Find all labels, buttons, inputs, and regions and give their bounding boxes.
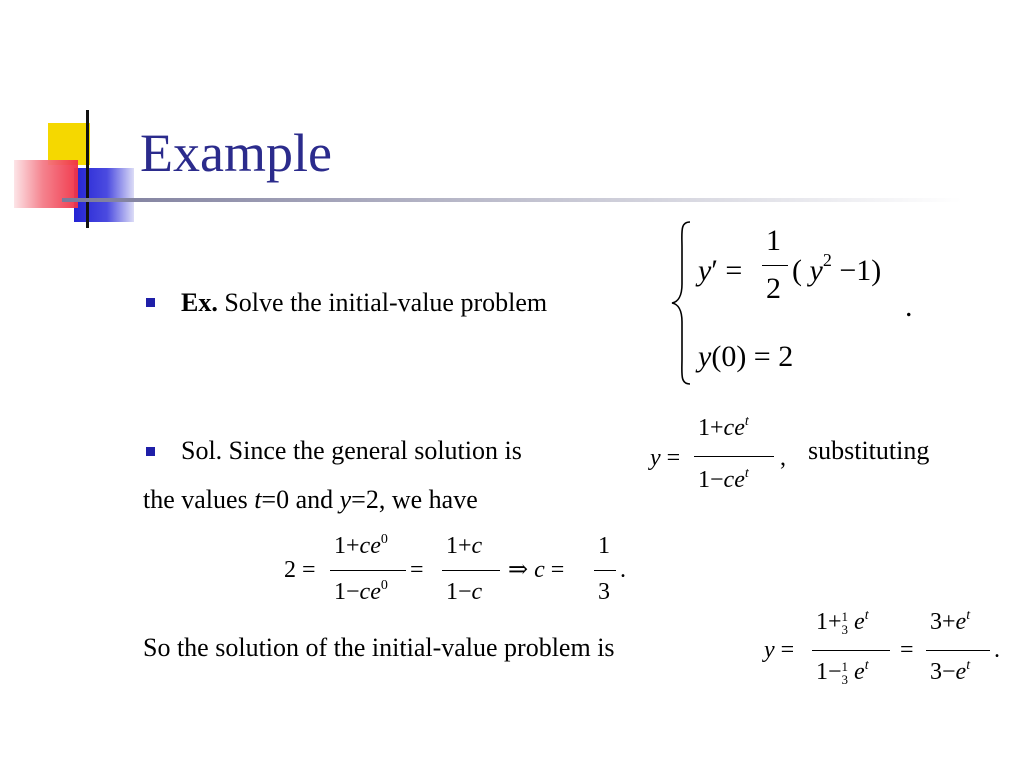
constant-computation: 2 = $1+ce^0$ $1-ce^0$ = 1+c 1−c ⇒ c = 1 3 . [284, 532, 626, 605]
ivp-period: . [905, 290, 913, 323]
ode-half-den: 2 [766, 272, 781, 305]
bullet-2-marker [146, 447, 155, 456]
slide-title: Example [140, 123, 332, 183]
example-text: Solve the initial-value problem [224, 288, 548, 317]
ivp-system [670, 218, 930, 388]
yellow-square-decoration [48, 123, 90, 165]
bullet-1-marker [146, 298, 155, 307]
general-solution: y = $1+ce^t$ $1-ce^t$ , [650, 414, 786, 493]
ode-half-num: 1 [766, 224, 781, 257]
vertical-line-decoration [86, 110, 89, 228]
ode-lhs: y′ = [698, 254, 743, 287]
blue-square-decoration [74, 168, 134, 222]
initial-condition: y(0) = 2 [698, 340, 794, 373]
substituting-word: substituting [808, 436, 930, 465]
ode-half-bar [762, 265, 788, 266]
solution-intro: Sol. Since the general solution is [181, 436, 522, 465]
example-statement [181, 290, 547, 316]
example-label: Ex. [181, 288, 218, 317]
final-solution: y = 1+1 3 $e^t$ 1−1 3 $e^t$ = $3+e^t$ $3-e^t$ . [764, 608, 1000, 688]
substitution-line: the values t=0 and y=2, we have [143, 485, 478, 514]
general-solution-num: $1+ce^t$ [698, 414, 749, 441]
general-solution-den: $1-ce^t$ [698, 466, 749, 493]
title-underline [62, 198, 962, 202]
conclusion-text: So the solution of the initial-value problem is [143, 633, 615, 662]
left-brace [670, 218, 694, 388]
ode-rhs: ( $y^2 -1$) [792, 250, 882, 287]
